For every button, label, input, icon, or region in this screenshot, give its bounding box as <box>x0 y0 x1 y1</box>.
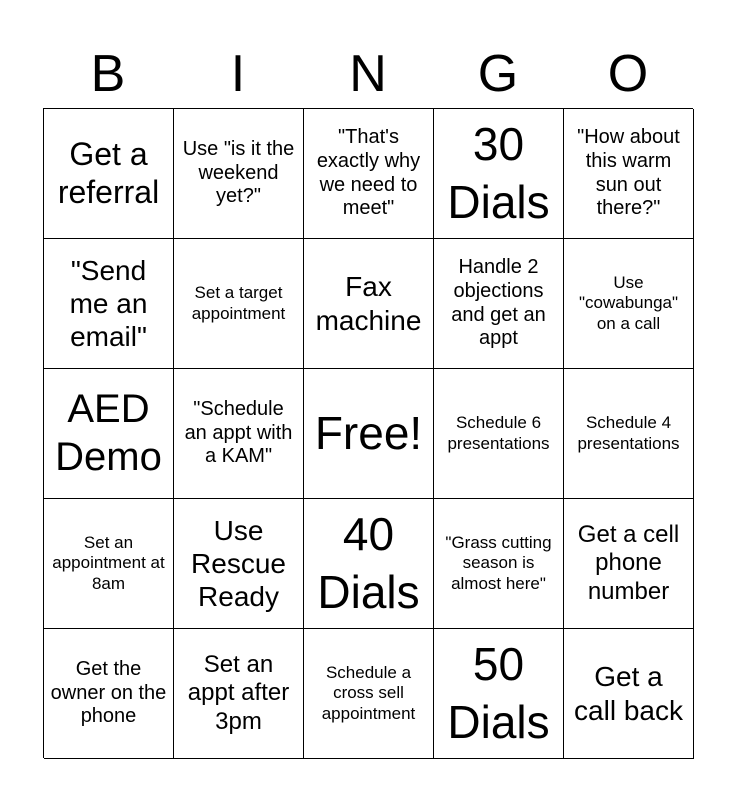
bingo-cell-i5[interactable]: Set an appt after 3pm <box>174 629 304 759</box>
header-letter-g: G <box>477 45 519 103</box>
bingo-cell-b4[interactable]: Set an appointment at 8am <box>44 499 174 629</box>
bingo-cell-i3[interactable]: "Schedule an appt with a KAM" <box>174 369 304 499</box>
bingo-cell-g2[interactable]: Handle 2 objections and get an appt <box>434 239 564 369</box>
bingo-cell-o5[interactable]: Get a call back <box>564 629 694 759</box>
bingo-cell-i2[interactable]: Set a target appointment <box>174 239 304 369</box>
bingo-cell-g4[interactable]: "Grass cutting season is almost here" <box>434 499 564 629</box>
bingo-cell-o2[interactable]: Use "cowabunga" on a call <box>564 239 694 369</box>
bingo-cell-n4[interactable]: 40 Dials <box>304 499 434 629</box>
header-letter-o: O <box>607 45 649 103</box>
bingo-cell-i1[interactable]: Use "is it the weekend yet?" <box>174 109 304 239</box>
bingo-cell-b5[interactable]: Get the owner on the phone <box>44 629 174 759</box>
bingo-cell-g3[interactable]: Schedule 6 presentations <box>434 369 564 499</box>
header-letter-i: I <box>230 45 246 103</box>
bingo-cell-g5[interactable]: 50 Dials <box>434 629 564 759</box>
bingo-cell-b2[interactable]: "Send me an email" <box>44 239 174 369</box>
bingo-cell-n3-free[interactable]: Free! <box>304 369 434 499</box>
bingo-cell-g1[interactable]: 30 Dials <box>434 109 564 239</box>
bingo-cell-o1[interactable]: "How about this warm sun out there?" <box>564 109 694 239</box>
bingo-cell-b1[interactable]: Get a referral <box>44 109 174 239</box>
bingo-cell-b3[interactable]: AED Demo <box>44 369 174 499</box>
bingo-cell-n5[interactable]: Schedule a cross sell appointment <box>304 629 434 759</box>
bingo-cell-o4[interactable]: Get a cell phone number <box>564 499 694 629</box>
bingo-cell-i4[interactable]: Use Rescue Ready <box>174 499 304 629</box>
bingo-cell-n2[interactable]: Fax machine <box>304 239 434 369</box>
header-letter-b: B <box>90 45 126 103</box>
bingo-cell-n1[interactable]: "That's exactly why we need to meet" <box>304 109 434 239</box>
bingo-cell-o3[interactable]: Schedule 4 presentations <box>564 369 694 499</box>
bingo-board <box>43 108 693 758</box>
bingo-header <box>43 40 693 108</box>
header-letter-n: N <box>349 45 387 103</box>
